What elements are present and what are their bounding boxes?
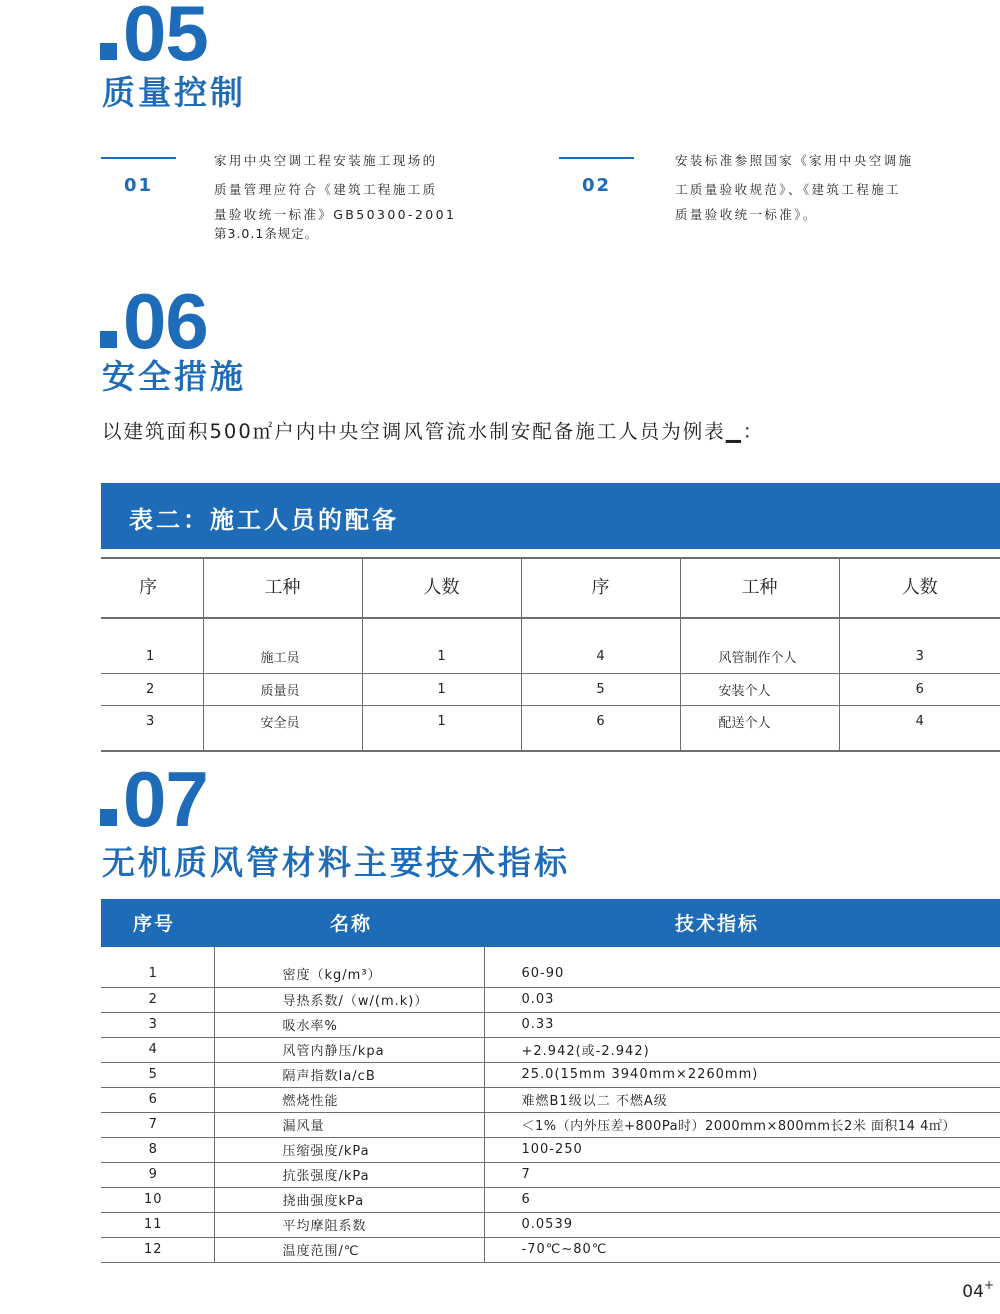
col-header-name: 名称 <box>330 913 373 935</box>
cell: 5 <box>521 673 680 705</box>
item-01-number: 01 <box>124 175 154 196</box>
cell-name: 漏风量 <box>214 1112 484 1137</box>
cell-name: 压缩强度/kPa <box>214 1137 484 1162</box>
table-row <box>101 705 1000 751</box>
table-row <box>101 1112 1000 1137</box>
cell-value: 0.0539 <box>484 1212 1000 1237</box>
table-row <box>101 947 1000 987</box>
item-01-divider <box>101 157 176 159</box>
cell: 安全员 <box>203 705 362 751</box>
item-02-line: 质量验收统一标准》。 <box>675 207 818 222</box>
section-dot-icon <box>100 43 117 60</box>
col-header-count: 人数 <box>362 558 521 618</box>
col-header-trade: 工种 <box>680 558 839 618</box>
table-row <box>101 1062 1000 1087</box>
cell: 2 <box>101 673 203 705</box>
col-header-spec: 技术指标 <box>675 913 760 935</box>
cell-name: 温度范围/℃ <box>214 1237 484 1262</box>
table-header-row <box>101 558 1000 618</box>
col-header-seq-no: 序号 <box>133 913 176 935</box>
cell: 3 <box>839 618 1000 673</box>
cell-seq: 11 <box>101 1212 214 1237</box>
cell-value: 0.33 <box>484 1012 1000 1037</box>
section-05-title: 质量控制 <box>102 73 246 112</box>
cell: 6 <box>521 705 680 751</box>
section-06-intro: 以建筑面积500㎡户内中央空调风管流水制安配备施工人员为例表▁： <box>102 420 765 443</box>
table-row <box>101 1037 1000 1062</box>
cell: 1 <box>101 618 203 673</box>
page-number-text: 04 <box>962 1282 984 1302</box>
item-02-text <box>675 148 965 225</box>
cell-name: 导热系数/（w/(m.k)） <box>214 987 484 1012</box>
table-row <box>101 1237 1000 1262</box>
cell: 4 <box>839 705 1000 751</box>
item-01-line: 质量管理应符合《建筑工程施工质 <box>214 182 438 197</box>
col-header-seq: 序 <box>101 558 203 618</box>
cell-seq: 1 <box>101 947 214 987</box>
spec-table-header <box>101 899 1000 947</box>
item-02-number: 02 <box>582 175 612 196</box>
page-number <box>962 1278 994 1302</box>
cell-name: 挠曲强度kPa <box>214 1187 484 1212</box>
cell-name: 平均摩阻系数 <box>214 1212 484 1237</box>
section-number-text: 05 <box>123 0 208 77</box>
section-06-number <box>100 277 208 365</box>
table-row <box>101 987 1000 1012</box>
item-01-text <box>214 148 474 243</box>
section-05-number <box>100 0 208 77</box>
col-header-seq: 序 <box>521 558 680 618</box>
item-02-line: 安装标准参照国家《家用中央空调施 <box>675 153 914 168</box>
spec-table <box>101 947 1000 1263</box>
cell: 1 <box>362 673 521 705</box>
col-header-count: 人数 <box>839 558 1000 618</box>
cell: 1 <box>362 705 521 751</box>
cell-name: 燃烧性能 <box>214 1087 484 1112</box>
cell: 施工员 <box>203 618 362 673</box>
section-number-text: 07 <box>123 755 208 843</box>
cell-value: 6 <box>484 1187 1000 1212</box>
cell-name: 密度（kg/m³） <box>214 947 484 987</box>
col-header-trade: 工种 <box>203 558 362 618</box>
cell-value: +2.942(或-2.942) <box>484 1037 1000 1062</box>
table-row <box>101 673 1000 705</box>
section-dot-icon <box>100 809 117 826</box>
cell: 3 <box>101 705 203 751</box>
cell-seq: 9 <box>101 1162 214 1187</box>
cell-seq: 6 <box>101 1087 214 1112</box>
table-2-title: 表二：施工人员的配备 <box>129 506 399 534</box>
table-row <box>101 618 1000 673</box>
cell-value: 难燃B1级以二 不燃A级 <box>484 1087 1000 1112</box>
cell-seq: 7 <box>101 1112 214 1137</box>
item-01-line: 家用中央空调工程安装施工现场的 <box>214 153 438 168</box>
section-dot-icon <box>100 331 117 348</box>
cell: 4 <box>521 618 680 673</box>
staffing-table <box>101 557 1000 752</box>
section-06-title: 安全措施 <box>102 357 246 396</box>
item-02-line: 工质量验收规范》、《建筑工程施工 <box>675 182 901 197</box>
cell-value: 0.03 <box>484 987 1000 1012</box>
cell: 风管制作个人 <box>680 618 839 673</box>
cell-seq: 10 <box>101 1187 214 1212</box>
cell-seq: 2 <box>101 987 214 1012</box>
cell: 安装个人 <box>680 673 839 705</box>
table-2-title-banner <box>101 483 1000 549</box>
section-number-text: 06 <box>123 277 208 365</box>
section-07-title: 无机质风管材料主要技术指标 <box>102 843 570 882</box>
cell-seq: 3 <box>101 1012 214 1037</box>
cell-value: -70℃~80℃ <box>484 1237 1000 1262</box>
item-01-line: 第3.0.1条规定。 <box>214 226 319 241</box>
item-02-divider <box>559 157 634 159</box>
section-07-number <box>100 755 208 843</box>
cell: 质量员 <box>203 673 362 705</box>
cell-value: 100-250 <box>484 1137 1000 1162</box>
table-row <box>101 1087 1000 1112</box>
cell-seq: 4 <box>101 1037 214 1062</box>
item-01-line: 量验收统一标准》GB50300-2001 <box>214 207 457 222</box>
cell-name: 风管内静压/kpa <box>214 1037 484 1062</box>
cell-name: 抗张强度/kPa <box>214 1162 484 1187</box>
table-row <box>101 1137 1000 1162</box>
cell-value: ＜1%（内外压差+800Pa时）2000mm×800mm长2米 面积14 4㎡） <box>484 1112 1000 1137</box>
table-row <box>101 1212 1000 1237</box>
cell: 配送个人 <box>680 705 839 751</box>
cell-value: 60-90 <box>484 947 1000 987</box>
cell: 6 <box>839 673 1000 705</box>
table-row <box>101 1187 1000 1212</box>
cell: 1 <box>362 618 521 673</box>
cell-name: 隔声指数Ia/cB <box>214 1062 484 1087</box>
cell-name: 吸水率% <box>214 1012 484 1037</box>
cell-value: 25.0(15mm 3940mm×2260mm) <box>484 1062 1000 1087</box>
cell-value: 7 <box>484 1162 1000 1187</box>
cell-seq: 8 <box>101 1137 214 1162</box>
cell-seq: 12 <box>101 1237 214 1262</box>
cell-seq: 5 <box>101 1062 214 1087</box>
page-plus-mark: + <box>983 1278 994 1292</box>
table-row <box>101 1012 1000 1037</box>
table-row <box>101 1162 1000 1187</box>
